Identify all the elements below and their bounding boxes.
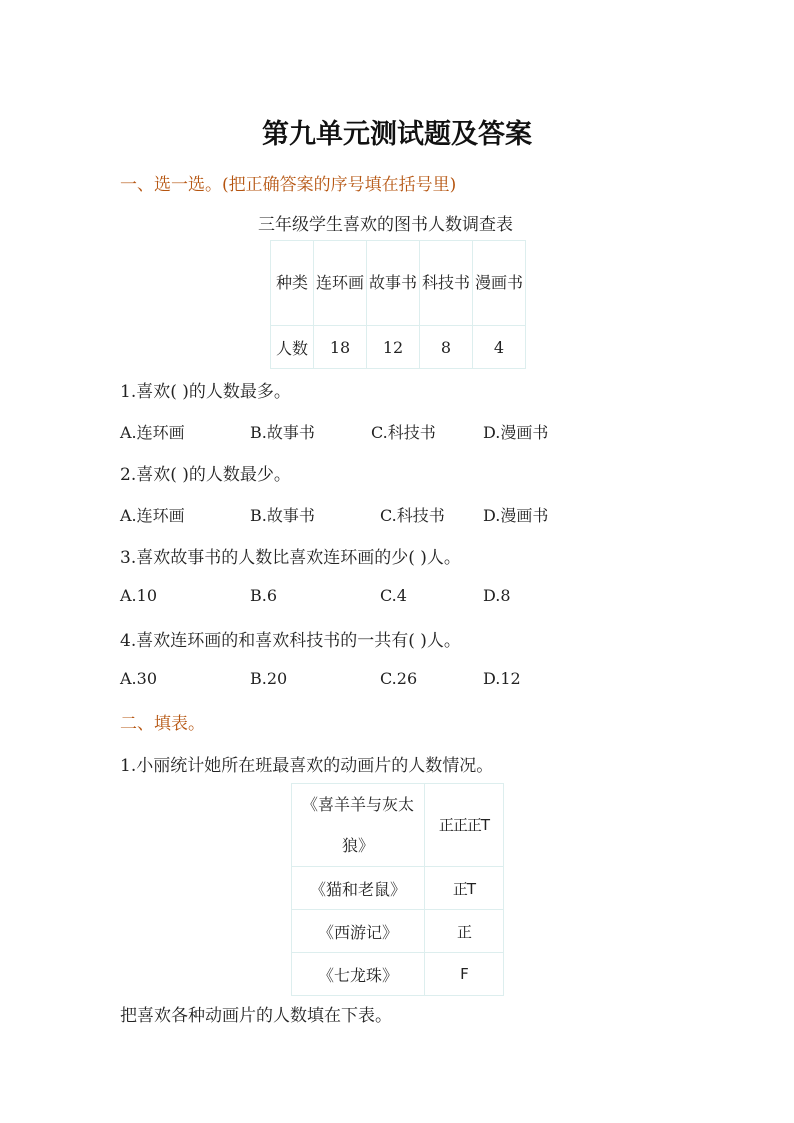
option-a: A.30 <box>120 669 157 688</box>
option-b: B.6 <box>250 586 278 605</box>
option-c: C.4 <box>380 586 407 605</box>
option-c: C.科技书 <box>371 423 436 442</box>
question-3: 3.喜欢故事书的人数比喜欢连环画的少( )人。 <box>120 548 461 568</box>
row-header-category: 种类 <box>271 241 314 326</box>
tally-row <box>292 784 504 867</box>
survey-table-row-categories <box>271 241 526 326</box>
category-cell: 故事书 <box>367 241 420 326</box>
section2-intro: 1.小丽统计她所在班最喜欢的动画片的人数情况。 <box>120 756 494 776</box>
tally-row <box>292 910 504 953</box>
section2-footer: 把喜欢各种动画片的人数填在下表。 <box>120 1006 392 1026</box>
option-a: A.连环画 <box>120 506 185 525</box>
survey-table-row-counts <box>271 326 526 369</box>
option-b: B.故事书 <box>250 423 315 442</box>
count-cell: 18 <box>314 326 367 369</box>
count-cell: 4 <box>473 326 526 369</box>
survey-table <box>270 240 526 369</box>
section2-heading: 二、填表。 <box>120 714 205 734</box>
cartoon-name: 《猫和老鼠》 <box>292 867 425 910</box>
page-title: 第九单元测试题及答案 <box>262 119 532 150</box>
count-cell: 8 <box>420 326 473 369</box>
cartoon-name: 《西游记》 <box>292 910 425 953</box>
tally-marks: F <box>425 953 504 996</box>
question-2: 2.喜欢( )的人数最少。 <box>120 465 291 485</box>
question-4: 4.喜欢连环画的和喜欢科技书的一共有( )人。 <box>120 631 461 651</box>
option-d: D.漫画书 <box>483 423 549 442</box>
survey-table-caption-text: 三年级学生喜欢的图书人数调查表 <box>258 215 513 235</box>
section1-heading: 一、选一选。(把正确答案的序号填在括号里) <box>120 175 457 195</box>
option-b: B.故事书 <box>250 506 315 525</box>
count-cell: 12 <box>367 326 420 369</box>
cartoon-name: 《喜羊羊与灰太狼》 <box>292 784 425 867</box>
tally-row <box>292 867 504 910</box>
row-header-count: 人数 <box>271 326 314 369</box>
option-c: C.26 <box>380 669 418 688</box>
option-d: D.漫画书 <box>483 506 549 525</box>
option-a: A.连环画 <box>120 423 185 442</box>
tally-row <box>292 953 504 996</box>
tally-table <box>291 783 504 996</box>
tally-marks: 正T <box>425 867 504 910</box>
option-d: D.8 <box>483 586 511 605</box>
category-cell: 连环画 <box>314 241 367 326</box>
option-a: A.10 <box>120 586 157 605</box>
cartoon-name: 《七龙珠》 <box>292 953 425 996</box>
tally-marks: 正正正T <box>425 784 504 867</box>
category-cell: 漫画书 <box>473 241 526 326</box>
tally-marks: 正 <box>425 910 504 953</box>
option-d: D.12 <box>483 669 521 688</box>
question-1: 1.喜欢( )的人数最多。 <box>120 382 291 402</box>
category-cell: 科技书 <box>420 241 473 326</box>
option-c: C.科技书 <box>380 506 445 525</box>
option-b: B.20 <box>250 669 288 688</box>
